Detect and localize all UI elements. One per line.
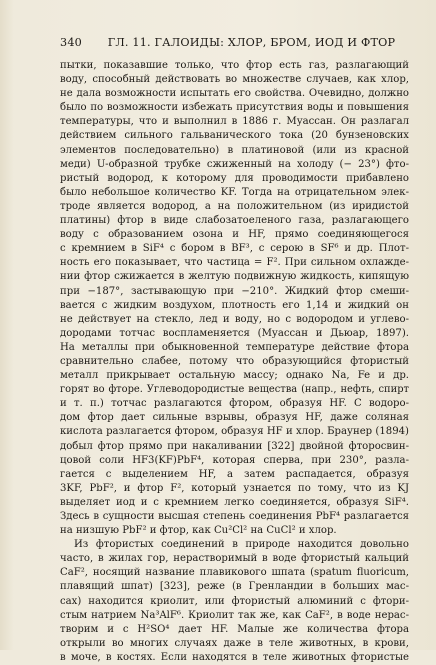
text-line: температуры, что и выполнил в 1886 г. Муассан. Он разлагал: [60, 116, 409, 128]
text-line: 3KF, PbF², и фтор F², который узнается по тому, что из KJ: [60, 482, 409, 494]
text-line: часто, в жилах гор, нерастворимый в воде фтористый кальций: [60, 553, 409, 565]
text-line: Из фтористых соединений в природе находится довольно: [74, 539, 409, 551]
text-line: стым натрием Na³AlF⁶. Криолит так же, как CaF², в воде нерас-: [60, 609, 409, 621]
text-line: открыли во многих случаях даже в теле животных, в крови,: [60, 637, 409, 649]
text-line: было по возможности избежать присутствия воды и повышения: [60, 102, 409, 114]
page-number: 340: [60, 36, 82, 49]
running-head: [60, 36, 409, 49]
text-line: на низшую PbF² и фтор, как Cu²Cl² на CuCl² и хлор.: [60, 525, 337, 537]
text-line: меди) U-образной трубке сжиженный на холоду (− 23°) фто-: [60, 158, 409, 170]
text-line: элементов последовательно) в платиновой (или из красной: [60, 144, 409, 156]
text-line: Здесь в сущности высшая степень соединения PbF⁴ разлагается: [60, 511, 409, 522]
text-line: троде является водород, а на положительном (из иридистой: [60, 200, 409, 212]
text-line: выделяет иод и с кремнием легко соединяется, образуя SiF⁴.: [60, 496, 409, 508]
text-line: платины) фтор в виде слабозатоеленого газа, разлагающего: [60, 215, 409, 227]
text-line: дом фтор дает сильные взрывы, образуя HF, даже соляная: [60, 412, 409, 424]
text-line: с кремнием в SiF⁴ с бором в BF³, с серою в SF⁶ и др. Плот-: [60, 243, 409, 255]
text-line: пытки, показавшие только, что фтор есть газ, разлагающий: [60, 60, 409, 71]
text-line: воду с образованием озона и HF, прямо соединяющегося: [60, 229, 409, 241]
text-line: гается с выделением HF, а затем распадается, образуя: [60, 468, 409, 480]
text-line: творим и с H²SO⁴ дает HF. Малые же количества фтора: [60, 623, 409, 635]
text-line: и т. п.) тотчас разлагаются фтором, образуя HF. С водоро-: [60, 398, 409, 410]
text-line: при −187°, застывающую при −210°. Жидкий фтор смеши-: [60, 285, 409, 297]
text-line: нии фтор сжижается в желтую подвижную жидкость, кипящую: [60, 271, 409, 283]
text-line: CaF², носящий название плавикового шпата (spatum fluoricum,: [60, 567, 409, 579]
chapter-title: ГЛ. 11. ГАЛОИДЫ: ХЛОР, БРОМ, ИОД И ФТОР: [107, 36, 396, 49]
body-text: [60, 59, 409, 665]
text-line: цовой соли HF3(KF)PbF⁴, которая сперва, при 230°, разла-: [60, 454, 409, 466]
text-line: не действует на стекло, лед и воду, но с водородом и углево-: [60, 313, 409, 325]
text-line: вается с жидким воздухом, плотность его 1,14 и жидкий он: [60, 299, 409, 311]
text-line: ристый водород, к которому для проводимости прибавлено: [60, 172, 409, 184]
text-line: в моче, в костях. Если находятся в теле животных фтористые: [60, 651, 409, 663]
text-line: плавящий шпат) [323], реже (в Гренландии в больших мас-: [60, 581, 409, 593]
text-line: кислота разлагается фтором, образуя HF и хлор. Браунер (1894): [60, 426, 409, 438]
text-line: было небольшое количество KF. Тогда на отрицательном элек-: [60, 186, 409, 198]
text-line: сах) находится криолит, или фтористый алюминий с фтори-: [60, 595, 409, 607]
text-line: дородами тотчас воспламеняется (Муассан и Дьюар, 1897).: [60, 327, 409, 339]
text-line: действием сильного гальванического тока (20 бунзеновских: [60, 130, 409, 142]
text-line: горят во фторе. Углеводородистые вещества (напр., нефть, спирт: [60, 384, 409, 396]
text-line: металл прикрывает остальную массу; однако Na, Fe и др.: [60, 370, 409, 382]
text-line: сравнительно слабее, потому что образующийся фтористый: [60, 355, 409, 367]
text-line: воду, способный действовать во множестве случаев, как хлор,: [60, 74, 409, 86]
text-line: ность его показывает, что частица = F². При сильном охлажде-: [60, 257, 409, 269]
text-line: На металлы при обыкновенной температуре действие фтора: [60, 341, 409, 353]
text-line: не дала возможности испытать его свойства. Очевидно, должно: [60, 88, 409, 100]
text-line: добыл фтор прямо при накаливании [322] двойной фторосвин-: [60, 440, 409, 452]
